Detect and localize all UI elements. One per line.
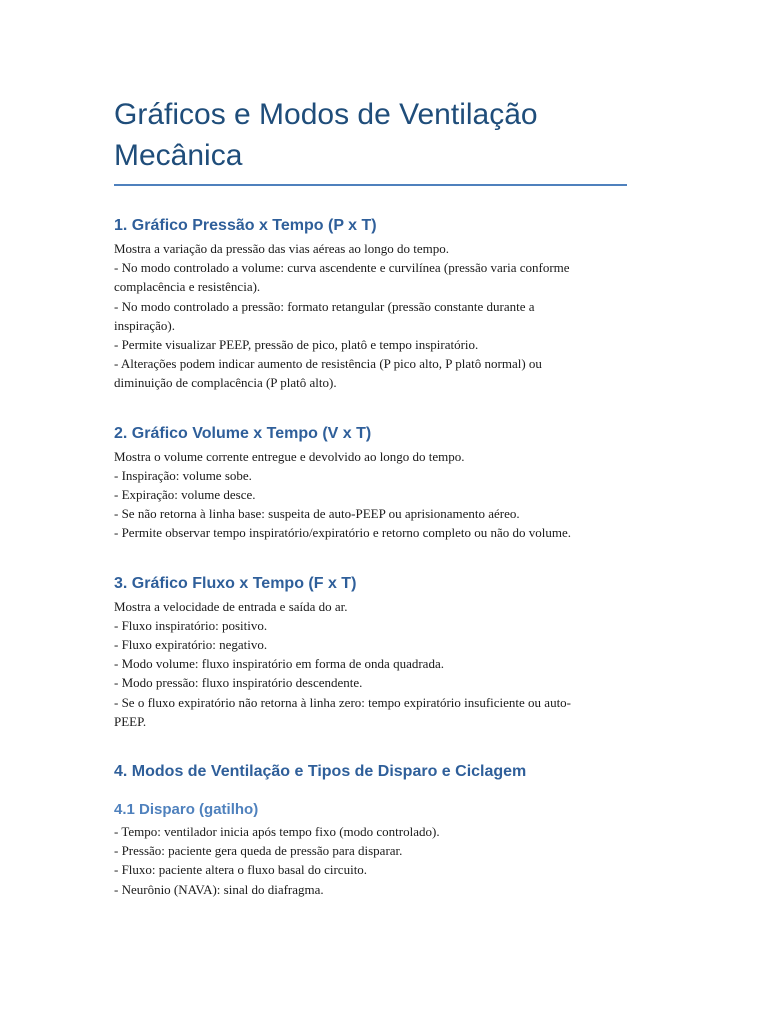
body-line: - Fluxo: paciente altera o fluxo basal do circuito. <box>114 862 368 878</box>
body-line: - No modo controlado a volume: curva ascendente e curvilínea (pressão varia conforme <box>114 260 570 276</box>
body-line: Mostra o volume corrente entregue e devolvido ao longo do tempo. <box>114 448 465 464</box>
document-page <box>114 94 644 899</box>
body-line: - Fluxo expiratório: negativo. <box>114 637 268 653</box>
subsection-trigger <box>114 799 644 899</box>
body-line: - Permite visualizar PEEP, pressão de pico, platô e tempo inspiratório. <box>114 337 479 353</box>
body-line: - Alterações podem indicar aumento de resistência (P pico alto, P platô normal) ou <box>114 356 542 372</box>
body-line: Mostra a velocidade de entrada e saída do ar. <box>114 598 348 614</box>
body-line: - Modo pressão: fluxo inspiratório descendente. <box>114 675 363 691</box>
section-ventilation-modes <box>114 761 644 783</box>
body-line: PEEP. <box>114 713 147 729</box>
body-line: inspiração). <box>114 317 176 333</box>
document-title: Gráficos e Modos de Ventilação Mecânica <box>114 98 538 172</box>
body-line: Mostra a variação da pressão das vias aéreas ao longo do tempo. <box>114 241 449 256</box>
section-heading: 3. Gráfico Fluxo x Tempo (F x T) <box>114 574 357 592</box>
section-heading: 4. Modos de Ventilação e Tipos de Disparo e Ciclagem <box>114 763 527 781</box>
body-line: - No modo controlado a pressão: formato retangular (pressão constante durante a <box>114 298 535 314</box>
body-line: - Inspiração: volume sobe. <box>114 467 252 483</box>
section-heading: 1. Gráfico Pressão x Tempo (P x T) <box>114 217 377 234</box>
section-flow-time <box>114 573 644 731</box>
body-line: - Expiração: volume desce. <box>114 487 256 503</box>
section-volume-time <box>114 423 644 543</box>
title-underline <box>114 184 627 186</box>
body-line: diminuição de complacência (P platô alto). <box>114 375 337 391</box>
body-line: - Fluxo inspiratório: positivo. <box>114 617 268 633</box>
body-line: - Permite observar tempo inspiratório/expiratório e retorno completo ou não do volume. <box>114 525 572 541</box>
body-line: - Se o fluxo expiratório não retorna à linha zero: tempo expiratório insuficiente ou auto- <box>114 694 572 710</box>
subsection-heading: 4.1 Disparo (gatilho) <box>114 801 259 819</box>
body-line: complacência e resistência). <box>114 279 261 295</box>
section-pressure-time <box>114 215 644 393</box>
section-heading: 2. Gráfico Volume x Tempo (V x T) <box>114 424 372 442</box>
body-line: - Se não retorna à linha base: suspeita de auto-PEEP ou aprisionamento aéreo. <box>114 506 520 522</box>
body-line: - Modo volume: fluxo inspiratório em forma de onda quadrada. <box>114 656 444 672</box>
body-line: - Neurônio (NAVA): sinal do diafragma. <box>114 881 324 897</box>
body-line: - Pressão: paciente gera queda de pressão para disparar. <box>114 843 403 859</box>
body-line: - Tempo: ventilador inicia após tempo fixo (modo controlado). <box>114 824 440 840</box>
